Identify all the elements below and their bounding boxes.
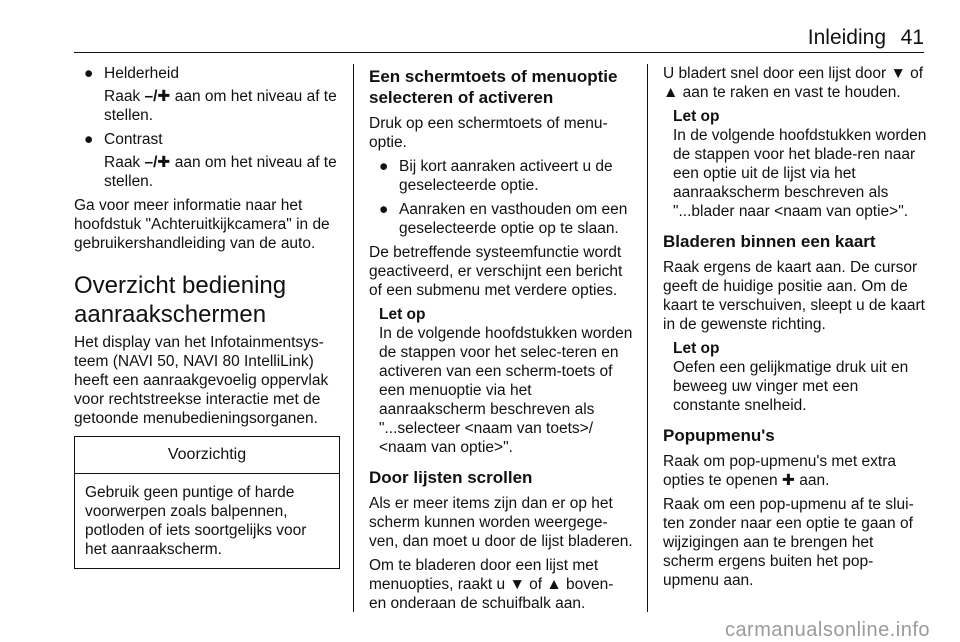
note-body: In de volgende hoofdstukken worden de stappen voor het selec-teren en activeren van een scherm-toets of een menuoptie via het aanraakscherm beschreven als "...selecteer <naam van toets>/ <naam van optie>". [379, 325, 633, 456]
list-item-contrast [74, 130, 340, 191]
plus-icon: ✚ [781, 472, 795, 489]
paragraph: Als er meer items zijn dan er op het scherm kunnen worden weergege-ven, dan moet u door de lijst bladeren. [369, 495, 633, 550]
bullet-icon: ● [84, 131, 94, 148]
section-heading: Popupmenu's [663, 426, 775, 445]
note-body: In de volgende hoofdstukken worden de stappen voor het blade-ren naar een optie uit de lijst via het aanraakscherm beschreven als "...blader naar <naam van optie>". [673, 127, 927, 220]
warning-box [74, 436, 340, 569]
note-title: Let op [673, 108, 720, 125]
section-heading: Door lijsten scrollen [369, 468, 533, 487]
paragraph: Raak om een pop-upmenu af te slui-ten zonder naar een optie te gaan of wijzigingen aan te brengen het scherm ergens buiten het pop-upmenu aan. [663, 496, 914, 589]
header-rule [74, 52, 924, 53]
bullet-icon: ● [84, 65, 94, 82]
list-item: ● Aanraken en vasthouden om een geselecteerde optie op te slaan. [379, 201, 628, 237]
minus-plus-icon: –/✚ [144, 88, 171, 105]
list-item-text: Raak –/✚ aan om het niveau af te stellen. [104, 88, 337, 124]
paragraph: U bladert snel door een lijst door ▼ of ▲ aan te raken en vast te houden. [663, 65, 924, 101]
minus-plus-icon: –/✚ [144, 154, 171, 171]
note-title: Let op [379, 306, 426, 323]
list-item: ● Bij kort aanraken activeert u de geselecteerde optie. [379, 158, 613, 194]
paragraph: Druk op een schermtoets of menu-optie. [369, 115, 608, 151]
section-heading: Een schermtoets of menuoptie selecteren of activeren [369, 67, 618, 107]
section-title: Inleiding [807, 26, 886, 49]
column-1 [74, 64, 340, 569]
bullet-icon: ● [379, 201, 389, 218]
note-block [369, 305, 633, 457]
paragraph: Het display van het Infotainmentsys-teem (NAVI 50, NAVI 80 IntelliLink) heeft een aanraakgevoelig oppervlak voor rechtstreekse interactie met de getoonde menubedieningsorganen. [74, 334, 329, 427]
paragraph: Ga voor meer informatie naar het hoofdstuk "Achteruitkijkcamera" in de gebruikershandleiding van de auto. [74, 197, 330, 252]
section-heading: Bladeren binnen een kaart [663, 232, 876, 251]
note-block [663, 107, 928, 221]
note-title: Let op [673, 340, 720, 357]
list-item-helderheid [74, 64, 340, 125]
page-number: 41 [900, 26, 924, 49]
column-divider-2 [647, 64, 648, 612]
paragraph: Om te bladeren door een lijst met menuopties, raakt u ▼ of ▲ boven- en onderaan de schuifbalk aan. [369, 557, 614, 612]
warning-body: Gebruik geen puntige of harde voorwerpen zoals balpennen, potloden of iets soortgelijks voor het aanraakscherm. [85, 484, 307, 558]
list-item-text: Raak –/✚ aan om het niveau af te stellen. [104, 154, 337, 190]
list-item-title: Helderheid [104, 65, 179, 82]
column-3 [663, 64, 928, 595]
watermark: carmanualsonline.info [724, 619, 930, 641]
paragraph: Raak ergens de kaart aan. De cursor geeft de huidige positie aan. Om de kaart te verschuiven, sleept u de kaart in de gewenste richting. [663, 259, 925, 333]
note-body: Oefen een gelijkmatige druk uit en beweeg uw vinger met een constante snelheid. [673, 359, 909, 414]
page-header [0, 26, 960, 50]
warning-title: Voorzichtig [75, 437, 339, 474]
section-heading: Overzicht bediening aanraakschermen [74, 272, 287, 328]
column-divider-1 [353, 64, 354, 612]
note-block [663, 339, 928, 415]
paragraph: De betreffende systeemfunctie wordt geactiveerd, er verschijnt een bericht of een submenu met verdere opties. [369, 244, 623, 299]
paragraph: Raak om pop-upmenu's met extra opties te openen ✚ aan. [663, 453, 896, 489]
bullet-icon: ● [379, 158, 389, 175]
column-2 [369, 64, 633, 618]
list-item-title: Contrast [104, 131, 163, 148]
